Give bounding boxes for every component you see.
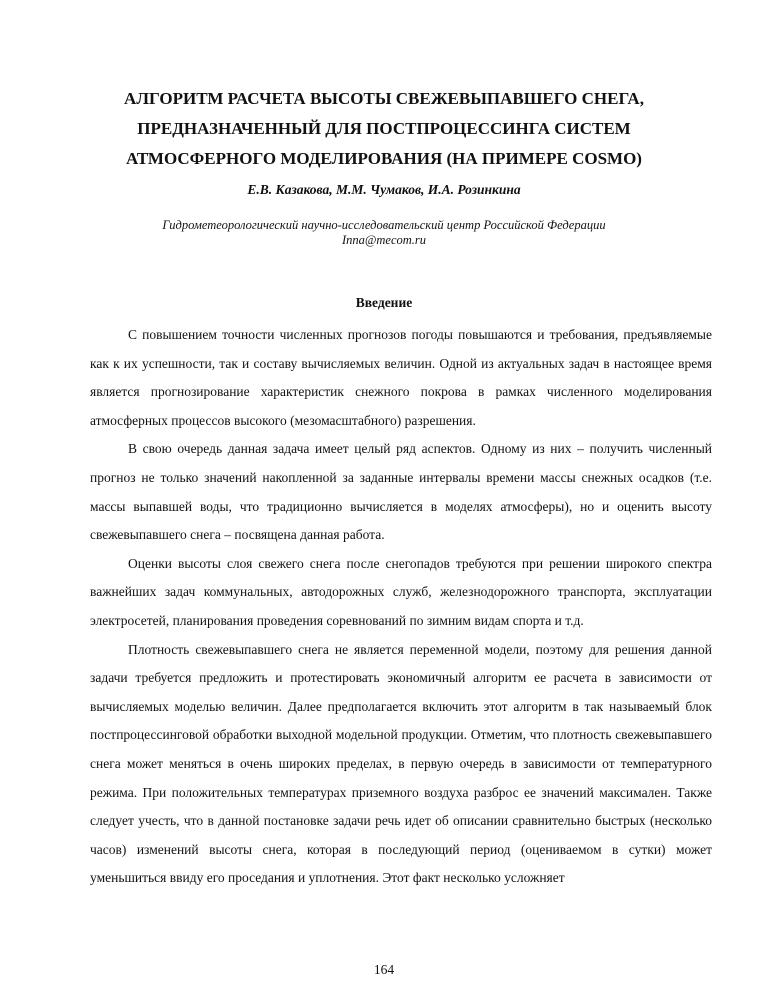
- paragraph: Оценки высоты слоя свежего снега после снегопадов требуются при решении широкого спектра важнейших задач коммунальных, автодорожных служб, железнодорожного транспорта, эксплуатации электросетей, планирования проведения соревнований по зимним видам спорта и т.д.: [90, 555, 712, 628]
- body-text: [90, 321, 712, 893]
- section-heading: Введение: [355, 295, 413, 310]
- authors: Е.В. Казакова, М.М. Чумаков, И.А. Розинкина: [247, 182, 521, 197]
- paragraph: Плотность свежевыпавшего снега не является переменной модели, поэтому для решения данной задачи требуется предложить и протестировать экономичный алгоритм ее расчета в зависимости от вычисляемых моделью величин. Далее предполагается включить этот алгоритм в так называемый блок постпроцессинговой обработки выходной модельной продукции. Отметим, что плотность свежевыпавшего снега может меняться в очень широких пределах, в первую очередь в зависимости от температурного режима. При положительных температурах приземного воздуха разброс ее значений максимален. Также следует учесть, что в данной постановке задачи речь идет об описании сравнительно быстрых (несколько часов) изменений высоты снега, которая в последующий период (оцениваемом в сутки) может уменьшиться ввиду его проседания и уплотнения. Этот факт несколько усложняет: [90, 641, 712, 886]
- title-line: ПРЕДНАЗНАЧЕННЫЙ ДЛЯ ПОСТПРОЦЕССИНГА СИСТЕМ: [137, 119, 631, 138]
- affiliation-email: Inna@mecom.ru: [341, 233, 427, 247]
- page-number: 164: [373, 962, 395, 977]
- affiliation: [60, 218, 708, 248]
- paper-title: [60, 84, 708, 174]
- title-line: АЛГОРИТМ РАСЧЕТА ВЫСОТЫ СВЕЖЕВЫПАВШЕГО СНЕГА,: [124, 89, 644, 108]
- title-line: АТМОСФЕРНОГО МОДЕЛИРОВАНИЯ (НА ПРИМЕРЕ COSMO): [126, 149, 642, 168]
- paragraph: С повышением точности численных прогнозов погоды повышаются и требования, предъявляемые как к их успешности, так и составу вычисляемых величин. Одной из актуальных задач в настоящее время является прогнозирование характеристик снежного покрова в рамках численного моделирования атмосферных процессов высокого (мезомасштабного) разрешения.: [90, 327, 712, 428]
- paragraph: В свою очередь данная задача имеет целый ряд аспектов. Одному из них – получить численный прогноз не только значений накопленной за заданные интервалы времени массы снежных осадков (т.е. массы выпавшей воды, что традиционно вычисляется в моделях атмосферы), но и оценить высоту свежевыпавшего снега – посвящена данная работа.: [90, 441, 712, 543]
- affiliation-organization: Гидрометеорологический научно-исследовательский центр Российской Федерации: [162, 218, 606, 232]
